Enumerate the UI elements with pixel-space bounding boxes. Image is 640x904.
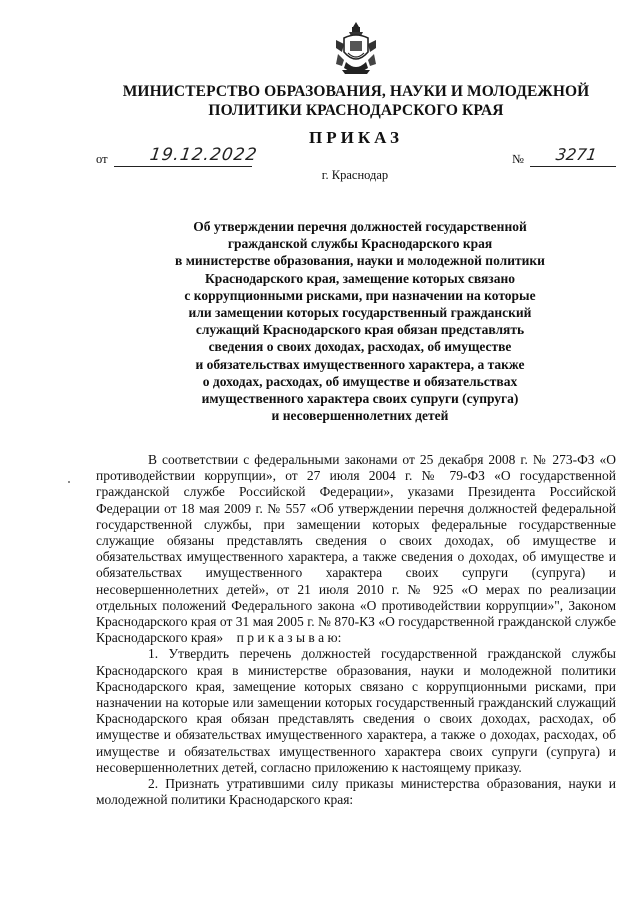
- subject-line: сведения о своих доходах, расходах, об имуществе: [208, 339, 512, 355]
- order-body: [96, 452, 616, 808]
- subject-line: о доходах, расходах, об имуществе и обязательствах: [202, 373, 518, 389]
- subject-line: или замещении которых государственный гражданский: [188, 305, 532, 321]
- body-paragraph-item-2: 2. Признать утратившими силу приказы министерства образования, науки и молодежной политики Краснодарского края:: [96, 776, 616, 808]
- order-subject: [150, 218, 570, 424]
- preamble-text: В соответствии с федеральными законами от 25 декабря 2008 г. № 273-ФЗ «О противодействии коррупции», от 27 июля 2004 г. № 79-ФЗ «О государственной гражданской службе Российской Федерации», указами Президента Российской Федерации от 18 мая 2009 г. № 557 «Об утверждении перечня должностей федеральной государственной службы, при замещении которых федеральные государственные служащие обязаны представлять сведения о своих доходах, об имуществе и обязательствах имущественного характера, а также сведения о доходах, об имуществе и обязательствах имущественного характера своих супруги (супруга) и несовершеннолетних детей», от 21 июля 2010 г. № 925 «О мерах по реализации отдельных положений Федерального закона «О противодействии коррупции»", Законом Краснодарского края от 31 мая 2005 г. № 870-КЗ «О государственной гражданской службе Краснодарского края»: [96, 452, 616, 646]
- subject-line: и несовершеннолетних детей: [271, 408, 449, 424]
- subject-line: и обязательствах имущественного характера, а также: [195, 356, 525, 372]
- order-word: п р и к а з ы в а ю:: [236, 630, 342, 646]
- date-underline: [114, 166, 252, 167]
- subject-line: гражданской службы Краснодарского края: [227, 236, 493, 252]
- subject-line: Об утверждении перечня должностей государственной: [193, 219, 527, 234]
- date-label: от: [96, 152, 108, 166]
- number-label: №: [512, 152, 524, 166]
- subject-line: в министерстве образования, науки и молодежной политики: [175, 253, 545, 269]
- city-name: г. Краснодар: [321, 168, 389, 182]
- ministry-name: [110, 82, 602, 120]
- body-paragraph-item-1: 1. Утвердить перечень должностей государственной гражданской службы Краснодарского края в министерстве образования, науки и молодежной политики Краснодарского края, замещение которых связано с коррупционными рисками, при назначении на которые или замещении которых государственный гражданский служащий Краснодарского края обязан представлять сведения о своих доходах, расходах, об имуществе и обязательствах имущественного характера, а также о доходах, расходах, об имуществе и обязательствах имущественного характера своих супруги (супруга) и несовершеннолетних детей, согласно приложению к настоящему приказу.: [96, 646, 616, 775]
- document-type-title: ПРИКАЗ: [309, 128, 403, 147]
- handwritten-date: 19.12.2022: [148, 145, 259, 165]
- ministry-name-line-1: МИНИСТЕРСТВО ОБРАЗОВАНИЯ, НАУКИ И МОЛОДЕЖНОЙ: [122, 83, 590, 100]
- body-paragraph-preamble: [96, 452, 616, 646]
- subject-line: имущественного характера своих супруги (супруга): [201, 391, 519, 407]
- scan-speck: [68, 481, 70, 483]
- number-underline: [530, 166, 616, 167]
- subject-line: Краснодарского края, замещение которых связано: [205, 270, 515, 286]
- coat-of-arms-emblem: [334, 20, 378, 76]
- handwritten-number: 3271: [554, 145, 599, 164]
- ministry-name-line-2: ПОЛИТИКИ КРАСНОДАРСКОГО КРАЯ: [208, 102, 504, 119]
- subject-line: с коррупционными рисками, при назначении на которые: [184, 287, 536, 303]
- subject-line: служащий Краснодарского края обязан представлять: [195, 322, 525, 338]
